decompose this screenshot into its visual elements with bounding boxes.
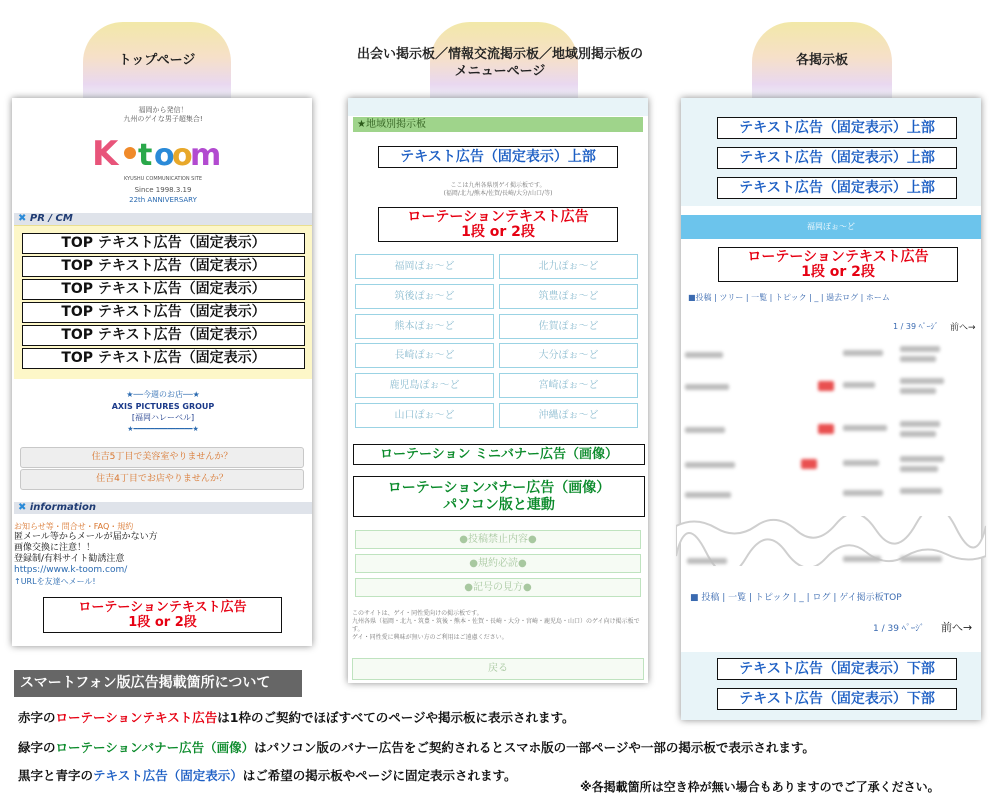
region-fukuoka[interactable]: 福岡ぽぉ～ど <box>355 254 494 279</box>
terms-button[interactable]: ●規約必読● <box>355 554 641 573</box>
info-section-label: information <box>29 502 96 513</box>
note-blue <box>18 766 517 784</box>
pr-icon: ✖ <box>18 213 30 224</box>
footer-line3: ゲイ・同性愛に興味が無い方のご利用はご遠慮ください。 <box>352 634 508 641</box>
each-board-title: 各掲示板 <box>795 53 848 68</box>
footer-line1: このサイトは、ゲイ・同性愛向けの掲示板です。 <box>352 610 483 617</box>
footer-line2: 九州各県（福岡・北九・筑豊・筑後・熊本・佐賀・長崎・大分・宮崎・鹿児島・山口）のゲイ向け掲示板です。 <box>352 618 640 633</box>
menu-page-title-line2: メニューページ <box>454 64 546 79</box>
rotation-ad-middle-line2: 1段 or 2段 <box>461 224 535 240</box>
region-kumamoto[interactable]: 熊本ぽぉ～ど <box>355 314 494 339</box>
blur-text <box>900 421 940 427</box>
region-oita[interactable]: 大分ぽぉ～ど <box>499 343 638 368</box>
blur-text <box>900 356 936 362</box>
note-green-pre: 緑字の <box>18 740 56 755</box>
board-title-bar: 福岡ぽぉ～ど <box>681 215 981 239</box>
blur-text <box>900 456 944 462</box>
thread-row[interactable] <box>683 342 979 372</box>
top-text-ad-4[interactable]: TOP テキスト広告（固定表示） <box>22 302 305 323</box>
logo-subtitle: KYUSHU COMMUNICATION SITE <box>123 176 203 182</box>
blur-text <box>685 427 725 433</box>
region-yamaguchi[interactable]: 山口ぽぉ～ど <box>355 403 494 428</box>
rotation-text-ad-middle[interactable] <box>378 207 618 242</box>
next-link-bottom[interactable]: 前へ→ <box>941 621 973 634</box>
star-icon: ★── <box>126 390 143 399</box>
banner-ad-line2: パソコン版と連動 <box>443 497 555 513</box>
rotation-text-ad-right[interactable] <box>718 247 958 282</box>
note-green <box>18 738 815 756</box>
intro-line1: 福岡から発信！ <box>138 106 188 114</box>
mini-banner-ad[interactable]: ローテーション ミニバナー広告（画像） <box>353 444 645 465</box>
shop-dots: ★━━━━━━━━━━━━━━★ <box>127 425 199 433</box>
region-board-header: ★地域別掲示板 <box>353 117 643 132</box>
text-ad-bottom-1[interactable]: テキスト広告（固定表示）下部 <box>717 658 957 680</box>
thread-row[interactable] <box>683 452 979 482</box>
top-text-ad-5[interactable]: TOP テキスト広告（固定表示） <box>22 325 305 346</box>
top-text-ad-2[interactable]: TOP テキスト広告（固定表示） <box>22 256 305 277</box>
pr-section-header <box>14 213 312 225</box>
top-page-title: トップページ <box>118 53 196 68</box>
k-toom-logo <box>90 129 226 175</box>
thread-row[interactable] <box>683 374 979 404</box>
rotation-ad-line2: 1段 or 2段 <box>128 615 197 630</box>
prohibited-content-button[interactable]: ●投稿禁止内容● <box>355 530 641 549</box>
svg-text:t: t <box>138 138 153 173</box>
page-info-bottom: 1 / 39 ﾍﾟｰｼﾞ <box>873 624 925 634</box>
back-button[interactable]: 戻る <box>352 658 644 680</box>
middle-top-bg <box>348 98 648 116</box>
text-ad-top-3[interactable]: テキスト広告（固定表示）上部 <box>717 177 957 199</box>
rotation-text-ad-left[interactable] <box>43 597 282 633</box>
blur-text <box>685 492 731 498</box>
region-kagoshima[interactable]: 鹿児島ぽぉ～ど <box>355 373 494 398</box>
info-link-image[interactable]: 画像交換に注意！！ <box>14 543 96 553</box>
region-kitakyu[interactable]: 北九ぽぉ～ど <box>499 254 638 279</box>
region-chikugo[interactable]: 筑後ぽぉ～ど <box>355 284 494 309</box>
note-red-post: は1枠のご契約でほぼすべてのページや掲示板に表示されます。 <box>217 710 575 725</box>
promo-button-1[interactable]: 住吉5丁目で美容室やりませんか？ <box>20 447 304 468</box>
top-text-ad-3[interactable]: TOP テキスト広告（固定表示） <box>22 279 305 300</box>
note-green-highlight: ローテーションバナー広告（画像） <box>55 740 255 755</box>
note-blue-highlight: テキスト広告（固定表示） <box>93 768 243 783</box>
pr-section-label: PR / CM <box>29 213 73 224</box>
svg-text:o: o <box>172 138 193 173</box>
star-icon-right: ──★ <box>183 390 200 399</box>
note-red-highlight: ローテーションテキスト広告 <box>55 710 218 725</box>
intro-line2: 九州のゲイな男子超集合! <box>123 115 203 123</box>
new-badge <box>818 381 834 391</box>
rotation-ad-right-line1: ローテーションテキスト広告 <box>747 249 929 265</box>
region-chikuho[interactable]: 筑豊ぽぉ～ど <box>499 284 638 309</box>
about-ad-positions-title: スマートフォン版広告掲載箇所について <box>14 670 302 697</box>
blur-text <box>843 460 879 466</box>
blur-text <box>843 556 881 562</box>
info-section-header <box>14 502 312 514</box>
new-badge <box>818 424 834 434</box>
new-badge <box>801 459 817 469</box>
shop-sub: [福岡ハレーベル] <box>131 413 195 422</box>
symbols-button[interactable]: ●記号の見方● <box>355 578 641 597</box>
info-share[interactable]: ↑URLを友達へメール! <box>14 577 96 586</box>
shop-week-text: 今週のお店 <box>143 390 183 399</box>
region-saga[interactable]: 佐賀ぽぉ～ど <box>499 314 638 339</box>
blur-text <box>687 558 727 564</box>
blur-text <box>900 466 938 472</box>
thread-row[interactable] <box>683 548 979 578</box>
board-nav-top[interactable]: ■投稿 | ツリー | 一覧 | トピック | _ | 過去ログ | ホーム <box>688 293 890 302</box>
info-link-register[interactable]: 登録制/有料サイト勧誘注意 <box>14 554 125 564</box>
shop-week-label <box>14 390 312 400</box>
menu-page-title-line1: 出会い掲示板／情報交流掲示板／地域別掲示板の <box>356 47 643 62</box>
since-date: Since 1998.3.19 <box>134 186 192 194</box>
rotation-ad-line1: ローテーションテキスト広告 <box>78 600 247 615</box>
region-nagasaki[interactable]: 長崎ぽぉ～ど <box>355 343 494 368</box>
info-url[interactable]: https://www.k-toom.com/ <box>14 565 128 575</box>
blur-text <box>900 346 940 352</box>
banner-ad[interactable] <box>353 476 645 517</box>
note-green-post: はパソコン版のバナー広告をご契約されるとスマホ版の一部ページや一部の掲示板で表示されます。 <box>254 740 815 755</box>
text-ad-top-1[interactable]: テキスト広告（固定表示）上部 <box>717 117 957 139</box>
blur-text <box>843 425 887 431</box>
thread-row[interactable] <box>683 482 979 512</box>
text-ad-top-middle[interactable]: テキスト広告（固定表示）上部 <box>378 146 618 168</box>
blur-text <box>900 556 942 562</box>
shop-name[interactable]: AXIS PICTURES GROUP <box>111 402 215 411</box>
info-link-mail[interactable]: 匿メール等からメールが届かない方 <box>14 532 158 542</box>
blur-text <box>843 490 883 496</box>
note-red <box>18 708 574 726</box>
footer-note <box>352 610 644 642</box>
text-ad-top-2[interactable]: テキスト広告（固定表示）上部 <box>717 147 957 169</box>
blur-text <box>900 388 936 394</box>
text-ad-bottom-2[interactable]: テキスト広告（固定表示）下部 <box>717 688 957 710</box>
board-desc-line1: ここは九州各県別ゲイ掲示板です。 <box>450 182 546 189</box>
blur-text <box>900 431 936 437</box>
board-nav-bottom[interactable]: ■ 投稿 | 一覧 | トピック | _ | ログ | ゲイ掲示板TOP <box>690 593 902 603</box>
info-link-faq[interactable]: お知らせ等・問合せ・FAQ・規約 <box>14 522 134 531</box>
disclaimer: ※各掲載箇所は空き枠が無い場合もありますのでご了承ください。 <box>580 780 940 794</box>
thread-row[interactable] <box>683 417 979 447</box>
next-link-top[interactable]: 前へ→ <box>950 323 976 333</box>
promo-button-2[interactable]: 住吉4丁目でお店やりませんか？ <box>20 469 304 490</box>
anniversary: 22th ANNIVERSARY <box>129 196 197 204</box>
region-okinawa[interactable]: 沖縄ぽぉ～ど <box>499 403 638 428</box>
region-miyazaki[interactable]: 宮崎ぽぉ～ど <box>499 373 638 398</box>
note-blue-pre: 黒字と青字の <box>18 768 94 783</box>
blur-text <box>685 384 729 390</box>
blur-text <box>685 462 735 468</box>
top-text-ad-1[interactable]: TOP テキスト広告（固定表示） <box>22 233 305 254</box>
blur-text <box>900 378 944 384</box>
note-blue-post: はご希望の掲示板やページに固定表示されます。 <box>242 768 517 783</box>
note-red-pre: 赤字の <box>18 710 56 725</box>
top-text-ad-6[interactable]: TOP テキスト広告（固定表示） <box>22 348 305 369</box>
board-desc-line2: (福岡/北九/熊本/佐賀/長崎/大分/山口/等) <box>443 190 553 197</box>
blur-text <box>843 382 875 388</box>
banner-ad-line1: ローテーションバナー広告（画像） <box>387 480 611 496</box>
rotation-ad-right-line2: 1段 or 2段 <box>801 264 875 280</box>
svg-text:o: o <box>154 138 175 173</box>
svg-text:m: m <box>190 138 222 173</box>
blur-text <box>843 350 883 356</box>
svg-text:K: K <box>92 134 119 174</box>
blur-text <box>685 352 723 358</box>
page-info-top: 1 / 39 ﾍﾟｰｼﾞ <box>893 322 939 331</box>
rotation-ad-middle-line1: ローテーションテキスト広告 <box>407 209 589 225</box>
blur-text <box>900 488 942 494</box>
info-icon: ✖ <box>18 502 30 513</box>
